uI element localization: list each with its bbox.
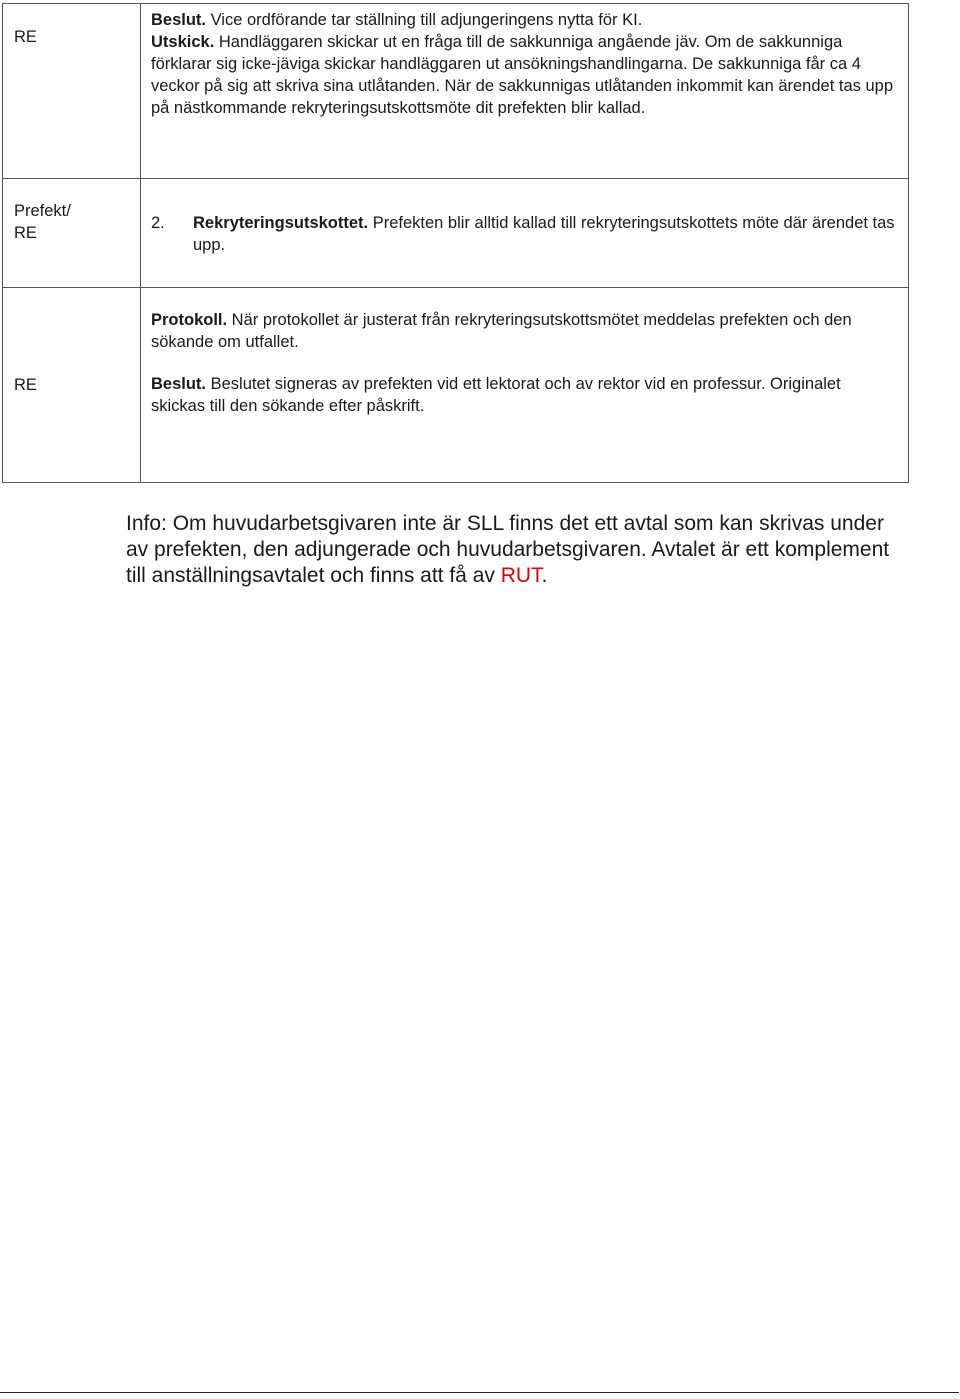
role-cell — [3, 288, 141, 483]
description-cell — [141, 4, 909, 179]
description-cell — [141, 179, 909, 288]
table-row — [3, 288, 909, 483]
paragraph-text: Beslutet signeras av prefekten vid ett lektorat och av rektor vid en professur. Originalet skickas till den sökande efter påskrift. — [151, 375, 841, 415]
role-label: RE — [14, 376, 37, 394]
role-label: Prefekt/ — [14, 202, 71, 220]
item-number: 2. — [151, 214, 165, 232]
table-row — [3, 4, 909, 179]
protocol-paragraph — [151, 309, 898, 353]
rut-link[interactable]: RUT — [500, 564, 542, 587]
paragraph-title: Beslut. — [151, 375, 207, 393]
paragraph-title: Protokoll. — [151, 311, 228, 329]
paragraph-title: Rekryteringsutskottet. — [193, 214, 369, 232]
paragraph-text: Handläggaren skickar ut en fråga till de sakkunniga angående jäv. Om de sakkunniga förklarar sig icke-jäviga skickar handläggaren ut ansökningshandlingarna. De sakkunniga får ca 4 veckor på sig att skriva sina utlåtanden. När de sakkunnigas utlåtanden inkommit kan ärendet tas upp på nästkommande rekryteringsutskottsmöte dit prefekten blir kallad. — [151, 33, 894, 117]
table-row — [3, 179, 909, 288]
decision-paragraph — [151, 9, 898, 31]
item-body — [193, 212, 898, 256]
process-table — [2, 3, 909, 483]
description-cell — [141, 288, 909, 483]
dispatch-paragraph — [151, 31, 898, 119]
paragraph-title: Beslut. — [151, 11, 207, 29]
decision-paragraph — [151, 373, 898, 417]
role-label: RE — [14, 224, 37, 242]
role-cell — [3, 4, 141, 179]
info-text: Info: Om huvudarbetsgivaren inte är SLL finns det ett avtal som kan skrivas under av prefekten, den adjungerade och huvudarbetsgivaren. Avtalet är ett komplement till anställningsavtalet och finns att få av — [126, 512, 890, 587]
footer-divider — [0, 1392, 959, 1393]
numbered-item — [151, 210, 898, 256]
paragraph-text: Prefekten blir alltid kallad till rekryteringsutskottets möte där ärendet tas upp. — [193, 214, 895, 254]
paragraph-title: Utskick. — [151, 33, 215, 51]
role-label: RE — [14, 28, 37, 46]
info-suffix: . — [541, 564, 548, 587]
paragraph-text: När protokollet är justerat från rekryteringsutskottsmötet meddelas prefekten och den sökande om utfallet. — [151, 311, 852, 351]
info-note — [126, 511, 906, 589]
paragraph-text: Vice ordförande tar ställning till adjungeringens nytta för KI. — [206, 11, 643, 29]
role-cell — [3, 179, 141, 288]
